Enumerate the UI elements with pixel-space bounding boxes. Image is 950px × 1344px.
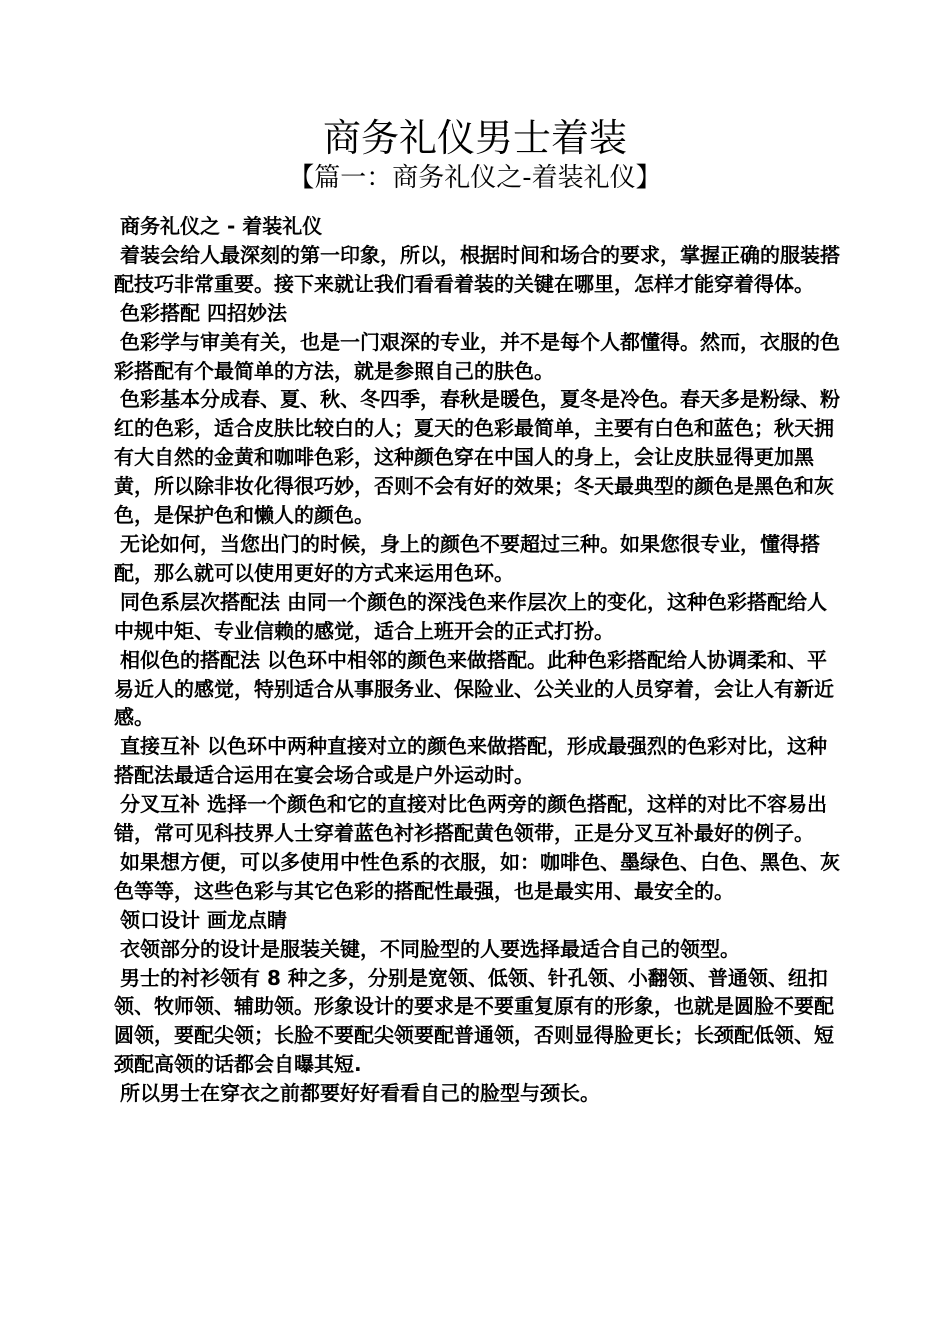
paragraph: 着装会给人最深刻的第一印象，所以，根据时间和场合的要求，掌握正确的服装搭配技巧非常重要。接下来就让我们看看着装的关键在哪里，怎样才能穿着得体。: [114, 242, 840, 296]
paragraph: 无论如何，当您出门的时候，身上的颜色不要超过三种。如果您很专业，懂得搭配，那么就可以使用更好的方式来运用色环。: [114, 531, 820, 585]
paragraph: 色彩学与审美有关，也是一门艰深的专业，并不是每个人都懂得。然而，衣服的色彩搭配有个最简单的方法，就是参照自己的肤色。: [114, 329, 840, 383]
paragraph: 直接互补 以色环中两种直接对立的颜色来做搭配，形成最强烈的色彩对比，这种搭配法最适合运用在宴会场合或是户外运动时。: [114, 734, 827, 788]
paragraph: 色彩基本分成春、夏、秋、冬四季，春秋是暖色，夏冬是冷色。春天多是粉绿、粉红的色彩，适合皮肤比较白的人；夏天的色彩最简单，主要有白色和蓝色；秋天拥有大自然的金黄和咖啡色彩，这种颜色穿在中国人的身上，会让皮肤显得更加黑黄，所以除非妆化得很巧妙，否则不会有好的效果；冬天最典型的颜色是黑色和灰色，是保护色和懒人的颜色。: [114, 387, 840, 528]
section-heading: 商务礼仪之 - 着装礼仪: [120, 214, 323, 238]
paragraph: 相似色的搭配法 以色环中相邻的颜色来做搭配。此种色彩搭配给人协调柔和、平易近人的感觉，特别适合从事服务业、保险业、公关业的人员穿着，会让人有新近感。: [114, 647, 834, 730]
document-subtitle: 【篇一：商务礼仪之-着装礼仪】: [288, 163, 662, 193]
section-heading: 色彩搭配 四招妙法: [120, 300, 287, 325]
document-title: 商务礼仪男士着装: [322, 116, 627, 160]
paragraph: 同色系层次搭配法 由同一个颜色的深浅色来作层次上的变化，这种色彩搭配给人中规中矩、专业信赖的感觉，适合上班开会的正式打扮。: [114, 589, 827, 643]
paragraph: 衣领部分的设计是服装关键，不同脸型的人要选择最适合自己的领型。: [120, 936, 740, 961]
paragraph: 如果想方便，可以多使用中性色系的衣服，如：咖啡色、墨绿色、白色、黑色、灰色等等，这些色彩与其它色彩的搭配性最强，也是最实用、最安全的。: [114, 849, 840, 903]
document-body: [114, 212, 840, 1108]
paragraph: 分叉互补 选择一个颜色和它的直接对比色两旁的颜色搭配，这样的对比不容易出错，常可见科技界人士穿着蓝色衬衫搭配黄色领带，正是分叉互补最好的例子。: [114, 792, 827, 846]
paragraph: 男士的衬衫领有 8 种之多，分别是宽领、低领、针孔领、小翻领、普通领、纽扣领、牧师领、辅助领。形象设计的要求是不要重复原有的形象，也就是圆脸不要配圆领，要配尖领；长脸不要配尖领要配普通领，否则显得脸更长；长颈配低领、短颈配高领的话都会自曝其短.: [114, 965, 834, 1077]
section-heading: 领口设计 画龙点睛: [120, 907, 287, 932]
paragraph: 所以男士在穿衣之前都要好好看看自己的脸型与颈长。: [120, 1081, 600, 1106]
